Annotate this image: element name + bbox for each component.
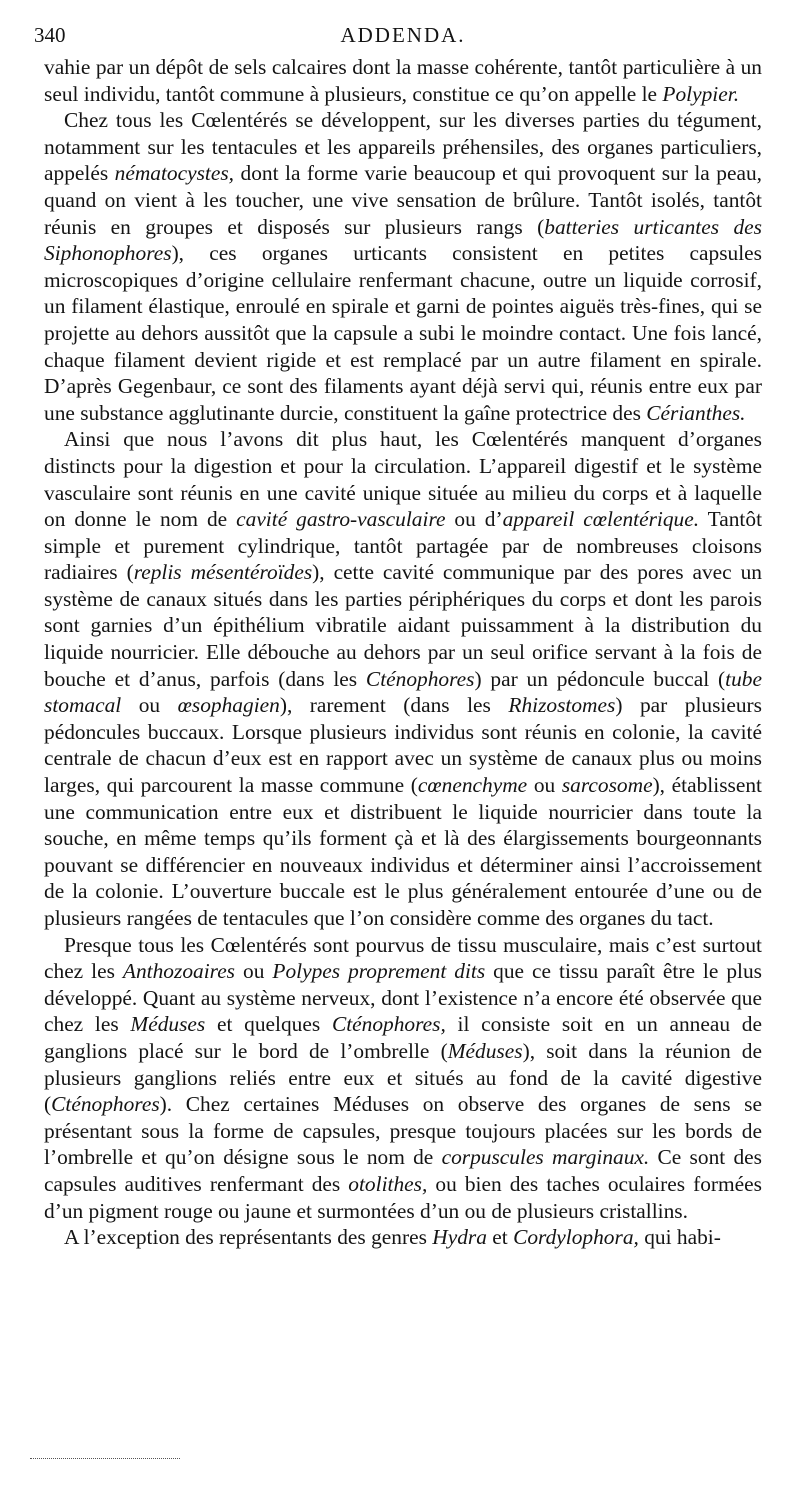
italic-run: corpuscules marginaux. bbox=[441, 1145, 650, 1170]
body-text bbox=[44, 54, 762, 1251]
paragraph bbox=[44, 932, 762, 1225]
text-run: ) par un pédoncule buccal ( bbox=[474, 666, 726, 691]
text-run: ). Chez certaines Méduses on observe des organes de sens se présentant sous la forme de capsules, presque toujours placées sur les bords de l’ombrelle et qu’on désigne sous le nom de bbox=[44, 1092, 762, 1170]
italic-run: batteries urticantes des Siphonophores bbox=[44, 214, 762, 266]
text-run: que ce tissu paraît être le plus développé. Quant au système nerveux, dont l’existence n’a encore été observée que chez les bbox=[44, 959, 762, 1037]
text-run: ), soit dans la réunion de plusieurs ganglions reliés entre eux et situés au fond de la cavité digestive ( bbox=[44, 1038, 762, 1117]
italic-run: Hydra bbox=[432, 1225, 487, 1250]
text-run: il consiste soit en un anneau de ganglions placé sur le bord de l’ombrelle ( bbox=[44, 1012, 762, 1063]
italic-run: nématocystes, bbox=[114, 161, 235, 186]
paragraph bbox=[44, 107, 762, 426]
text-run: ou bbox=[121, 693, 178, 718]
text-run: Presque tous les Cœlentérés sont pourvus de tissu musculaire, mais c’est surtout chez les bbox=[44, 932, 762, 984]
text-run: A l’exception des représentants des genres bbox=[64, 1225, 433, 1250]
text-run: dont la forme varie beaucoup et qui provoquent sur la peau, quand on vient à les toucher, une vive sensation de brûlure. Tantôt isolés, tantôt réunis en groupes et disposés sur plusieurs rangs ( bbox=[44, 161, 762, 239]
text-run: ou d’ bbox=[445, 507, 503, 532]
italic-run: Méduses bbox=[130, 1012, 206, 1037]
italic-run: Polypier. bbox=[662, 81, 740, 106]
paragraph bbox=[44, 54, 762, 107]
footer-rule bbox=[30, 1458, 180, 1459]
italic-run: Anthozoaires bbox=[122, 959, 236, 984]
italic-run: Cténophores bbox=[365, 666, 475, 691]
italic-run: Méduses bbox=[447, 1038, 523, 1063]
page bbox=[34, 20, 763, 1251]
text-run: ou bbox=[235, 959, 273, 984]
text-run: ou bbox=[527, 773, 562, 798]
text-run: ), ces organes urticants consistent en petites capsules microscopiques d’origine cellulaire renfermant chacune, outre un liquide corrosif, un filament élastique, enroulé en spirale et garni de pointes aiguës très-fines, qui se projette au dehors aussitôt que la capsule a subi le moindre contact. Une fois lancé, chaque filament devient rigide et est remplacé par un autre filament en spirale. D’après Gegenbaur, ce sont des filaments ayant déjà servi qui, réunis entre eux par une substance agglutinante durcie, constituent la gaîne protectrice des bbox=[44, 241, 762, 425]
italic-run: cœnenchyme bbox=[417, 773, 528, 798]
text-run: ou bien des taches oculaires formées d’un pigment rouge ou jaune et surmontées d’un ou de plusieurs cristallins. bbox=[44, 1171, 762, 1223]
page-header bbox=[34, 20, 762, 50]
italic-run: Rhizostomes bbox=[508, 693, 616, 718]
italic-run: Polypes proprement dits bbox=[272, 959, 486, 984]
paragraph bbox=[44, 1224, 762, 1251]
italic-run: œsophagien bbox=[177, 693, 280, 718]
page-number: 340 bbox=[34, 23, 66, 47]
italic-run: sarcosome bbox=[561, 773, 653, 798]
italic-run: Cordylophora, bbox=[513, 1225, 639, 1250]
text-run: Ce sont des capsules auditives renfermant des bbox=[44, 1145, 762, 1196]
text-run: ), établissent une communication entre eux et distribuent le liquide nourricier dans toute la souche, en même temps qu’ils forment çà et là des élargissements bourgeonnants pouvant se différencier en nouveaux individus et déterminer ainsi l’accroissement de la colonie. L’ouverture buccale est le plus généralement entourée d’une ou de plusieurs rangées de tentacules que l’on considère comme des organes du tact. bbox=[44, 773, 762, 930]
italic-run: appareil cœlentérique. bbox=[502, 507, 700, 532]
italic-run: otolithes, bbox=[348, 1171, 428, 1196]
italic-run: tube stomacal bbox=[44, 666, 762, 718]
italic-run: Cténophores, bbox=[331, 1012, 446, 1037]
text-run: ) par plusieurs pédoncules buccaux. Lorsque plusieurs individus sont réunis en colonie, la cavité centrale de chacun d’eux est en rapport avec un système de canaux plus ou moins larges, qui parcourent la masse commune ( bbox=[44, 693, 762, 798]
text-run: ), cette cavité communique par des pores avec un système de canaux situés dans les parties périphériques du corps et dont les parois sont garnies d’un épithélium vibratile aidant puissamment à la distribution du liquide nourricier. Elle débouche au dehors par un seul orifice servant à la fois de bouche et d’anus, parfois (dans les bbox=[44, 560, 762, 691]
text-run: et bbox=[486, 1225, 514, 1250]
text-run: Chez tous les Cœlentérés se développent, sur les diverses parties du tégument, notamment sur les tentacules et les appareils préhensiles, des organes particuliers, appelés bbox=[44, 108, 762, 186]
italic-run: Cérianthes. bbox=[646, 400, 746, 425]
paragraph bbox=[44, 426, 762, 931]
italic-run: cavité gastro-vasculaire bbox=[236, 507, 446, 532]
text-run: vahie par un dépôt de sels calcaires dont la masse cohérente, tantôt particulière à un seul individu, tantôt commune à plusieurs, constitue ce qu’on appelle le bbox=[44, 55, 762, 106]
text-run: Tantôt simple et purement cylindrique, tantôt partagée par de nombreuses cloisons radiaires ( bbox=[44, 507, 763, 585]
text-run: ), rarement (dans les bbox=[279, 693, 509, 718]
italic-run: Cténophores bbox=[51, 1092, 160, 1117]
italic-run: replis mésentéroïdes bbox=[133, 560, 313, 585]
text-run: et quelques bbox=[205, 1012, 332, 1037]
running-head: ADDENDA. bbox=[340, 23, 466, 47]
text-run: qui habi- bbox=[638, 1225, 721, 1250]
text-run: Ainsi que nous l’avons dit plus haut, les Cœlentérés manquent d’organes distincts pour la digestion et pour la circulation. L’appareil digestif et le système vasculaire sont réunis en une cavité unique située au milieu du corps et à laquelle on donne le nom de bbox=[44, 427, 762, 532]
